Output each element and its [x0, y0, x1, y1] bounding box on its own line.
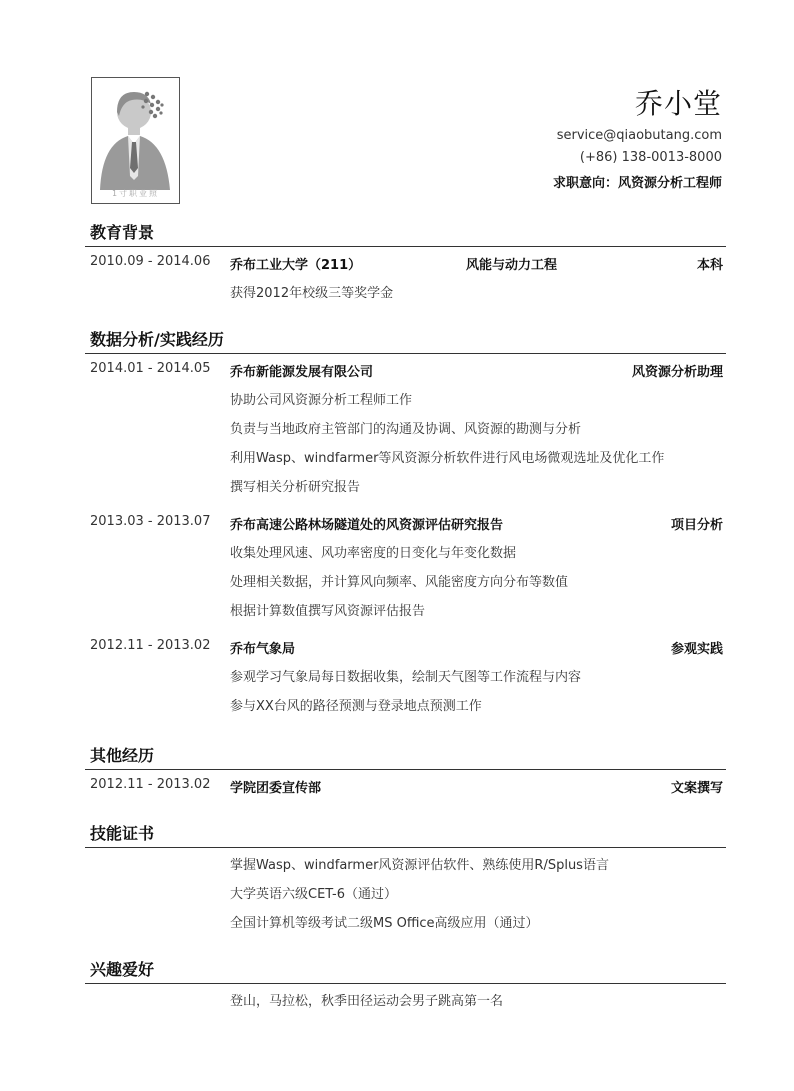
detail-text: 参观学习气象局每日数据收集，绘制天气图等工作流程与内容	[230, 670, 582, 685]
skill-text: 大学英语六级CET-6（通过）	[230, 887, 398, 902]
detail-line	[85, 412, 726, 441]
detail-line	[85, 660, 726, 689]
role: 项目分析	[670, 518, 723, 533]
detail-text: 参与XX台风的路径预测与登录地点预测工作	[230, 699, 482, 714]
experience-entry	[85, 354, 726, 383]
other-section	[85, 743, 726, 799]
detail-line	[85, 536, 726, 565]
detail-text: 收集处理风速、风功率密度的日变化与年变化数据	[230, 546, 517, 561]
skill-line	[85, 848, 726, 877]
skills-section	[85, 821, 726, 935]
detail-line	[85, 441, 726, 470]
entry-date: 2010.09 - 2014.06	[90, 254, 211, 269]
entry-date: 2014.01 - 2014.05	[90, 361, 211, 376]
major-name: 风能与动力工程	[466, 258, 558, 273]
org-name: 乔布高速公路林场隧道处的风资源评估研究报告	[230, 518, 504, 533]
profile-photo	[91, 77, 180, 204]
experience-entry	[85, 507, 726, 536]
role: 文案撰写	[670, 781, 723, 796]
hobbies-section	[85, 957, 726, 1013]
school-name: 乔布工业大学（211）	[230, 258, 362, 273]
detail-text: 处理相关数据，并计算风向频率、风能密度方向分布等数值	[230, 575, 569, 590]
detail-text: 负责与当地政府主管部门的沟通及协调、风资源的勘测与分析	[230, 422, 582, 437]
section-title: 数据分析/实践经历	[85, 327, 726, 354]
detail-line	[85, 689, 726, 718]
degree: 本科	[696, 258, 723, 273]
detail-text: 利用Wasp、windfarmer等风资源分析软件进行风电场微观选址及优化工作	[230, 451, 665, 466]
candidate-name: 乔小堂	[634, 87, 722, 120]
section-title: 兴趣爱好	[85, 957, 726, 984]
detail-line	[85, 565, 726, 594]
hobby-text: 登山，马拉松，秋季田径运动会男子跳高第一名	[230, 994, 504, 1009]
email-text: service@qiaobutang.com	[556, 128, 722, 143]
org-name: 乔布新能源发展有限公司	[230, 365, 374, 380]
other-entry	[85, 770, 726, 799]
hobby-line	[85, 984, 726, 1013]
org-name: 乔布气象局	[230, 642, 296, 657]
phone-text: (+86) 138-0013-8000	[579, 150, 722, 165]
section-title: 其他经历	[85, 743, 726, 770]
job-intent: 求职意向：风资源分析工程师	[552, 176, 722, 191]
skill-line	[85, 877, 726, 906]
detail-text: 协助公司风资源分析工程师工作	[230, 393, 413, 408]
detail-text: 根据计算数值撰写风资源评估报告	[230, 604, 426, 619]
photo-caption: 1寸职业照	[111, 189, 160, 198]
skill-text: 全国计算机等级考试二级MS Office高级应用（通过）	[230, 916, 539, 931]
entry-date: 2012.11 - 2013.02	[90, 777, 211, 792]
org-name: 学院团委宣传部	[230, 781, 322, 796]
section-title: 技能证书	[85, 821, 726, 848]
education-section	[85, 220, 726, 305]
education-entry	[85, 247, 726, 276]
entry-date: 2012.11 - 2013.02	[90, 638, 211, 653]
section-title: 教育背景	[85, 220, 726, 247]
detail-line	[85, 276, 726, 305]
entry-date: 2013.03 - 2013.07	[90, 514, 211, 529]
role: 参观实践	[670, 642, 723, 657]
person-silhouette-icon	[92, 78, 179, 203]
experience-section	[85, 327, 726, 718]
detail-line	[85, 383, 726, 412]
experience-entry	[85, 631, 726, 660]
detail-line	[85, 470, 726, 499]
role: 风资源分析助理	[631, 365, 723, 380]
skill-text: 掌握Wasp、windfarmer风资源评估软件、熟练使用R/Splus语言	[230, 858, 609, 873]
skill-line	[85, 906, 726, 935]
detail-line	[85, 594, 726, 623]
detail-text: 撰写相关分析研究报告	[230, 480, 361, 495]
detail-text: 获得2012年校级三等奖学金	[230, 286, 394, 301]
